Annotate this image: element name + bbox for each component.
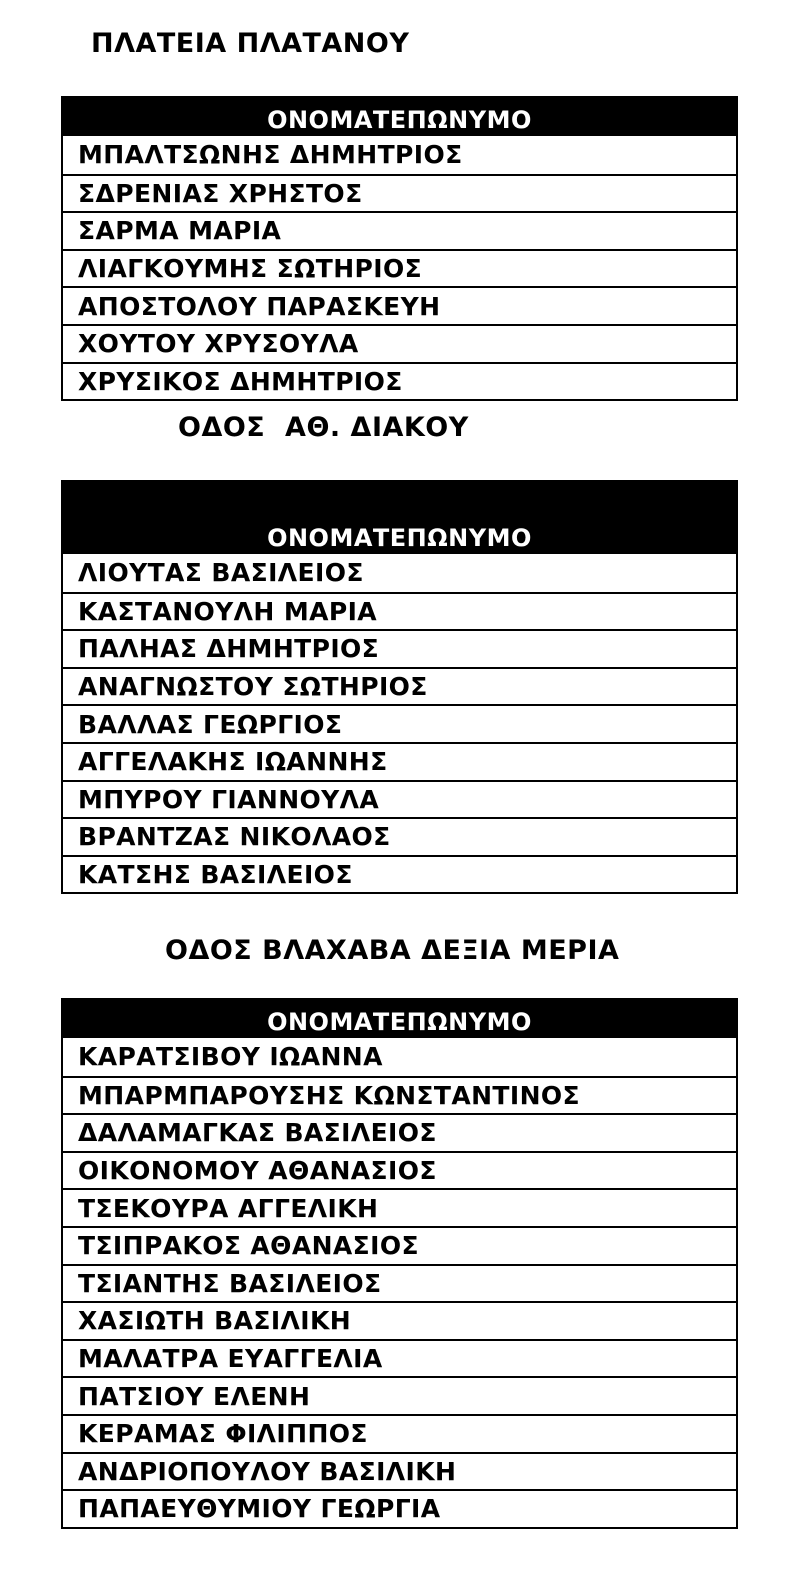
table-row: ΠΑΠΑΕΥΘΥΜΙΟΥ ΓΕΩΡΓΙΑ [63,1489,736,1527]
column-header: ΟΝΟΜΑΤΕΠΩΝΥΜΟ [63,482,736,554]
table-row: ΟΙΚΟΝΟΜΟΥ ΑΘΑΝΑΣΙΟΣ [63,1151,736,1189]
column-header: ΟΝΟΜΑΤΕΠΩΝΥΜΟ [63,1000,736,1038]
table-row: ΠΑΤΣΙΟΥ ΕΛΕΝΗ [63,1376,736,1414]
table-row: ΜΑΛΑΤΡΑ ΕΥΑΓΓΕΛΙΑ [63,1339,736,1377]
table-row: ΧΡΥΣΙΚΟΣ ΔΗΜΗΤΡΙΟΣ [63,362,736,400]
table-row: ΜΠΑΛΤΣΩΝΗΣ ΔΗΜΗΤΡΙΟΣ [78,140,463,170]
table-row: ΧΑΣΙΩΤΗ ΒΑΣΙΛΙΚΗ [63,1301,736,1339]
column-header: ΟΝΟΜΑΤΕΠΩΝΥΜΟ [63,98,736,136]
table-row: ΒΡΑΝΤΖΑΣ ΝΙΚΟΛΑΟΣ [63,817,736,855]
table-row: ΑΠΟΣΤΟΛΟΥ ΠΑΡΑΣΚΕΥΗ [63,286,736,324]
name-table-odos-ath-diakou [61,480,738,894]
table-row: ΤΣΕΚΟΥΡΑ ΑΓΓΕΛΙΚΗ [63,1188,736,1226]
table-row: ΑΝΑΓΝΩΣΤΟΥ ΣΩΤΗΡΙΟΣ [63,667,736,705]
name-table-plateia-platanou [61,96,738,401]
name-list [63,1038,736,1527]
table-row: ΣΔΡΕΝΙΑΣ ΧΡΗΣΤΟΣ [63,174,736,212]
table-row: ΒΑΛΛΑΣ ΓΕΩΡΓΙΟΣ [63,704,736,742]
section-title-odos-ath-diakou: ΟΔΟΣ ΑΘ. ΔΙΑΚΟΥ [178,412,469,443]
table-row: ΛΙΟΥΤΑΣ ΒΑΣΙΛΕΙΟΣ [78,558,364,588]
name-list [63,554,736,892]
table-row: ΛΙΑΓΚΟΥΜΗΣ ΣΩΤΗΡΙΟΣ [63,249,736,287]
table-row: ΑΝΔΡΙΟΠΟΥΛΟΥ ΒΑΣΙΛΙΚΗ [63,1452,736,1490]
table-row: ΚΑΡΑΤΣΙΒΟΥ ΙΩΑΝΝΑ [78,1042,383,1072]
section-title-plateia-platanou: ΠΛΑΤΕΙΑ ΠΛΑΤΑΝΟΥ [91,28,410,59]
table-row: ΜΠΥΡΟΥ ΓΙΑΝΝΟΥΛΑ [63,780,736,818]
name-table-odos-vlachava [61,998,738,1529]
name-list [63,136,736,399]
table-row: ΤΣΙΠΡΑΚΟΣ ΑΘΑΝΑΣΙΟΣ [63,1226,736,1264]
table-row: ΚΑΤΣΗΣ ΒΑΣΙΛΕΙΟΣ [63,855,736,893]
table-row: ΧΟΥΤΟΥ ΧΡΥΣΟΥΛΑ [63,324,736,362]
table-row: ΜΠΑΡΜΠΑΡΟΥΣΗΣ ΚΩΝΣΤΑΝΤΙΝΟΣ [63,1076,736,1114]
table-row: ΤΣΙΑΝΤΗΣ ΒΑΣΙΛΕΙΟΣ [63,1264,736,1302]
table-row: ΔΑΛΑΜΑΓΚΑΣ ΒΑΣΙΛΕΙΟΣ [63,1113,736,1151]
section-title-odos-vlachava: ΟΔΟΣ ΒΛΑΧΑΒΑ ΔΕΞΙΑ ΜΕΡΙΑ [165,935,620,966]
table-row: ΚΕΡΑΜΑΣ ΦΙΛΙΠΠΟΣ [63,1414,736,1452]
table-row: ΑΓΓΕΛΑΚΗΣ ΙΩΑΝΝΗΣ [63,742,736,780]
table-row: ΠΑΛΗΑΣ ΔΗΜΗΤΡΙΟΣ [63,629,736,667]
table-row: ΚΑΣΤΑΝΟΥΛΗ ΜΑΡΙΑ [63,592,736,630]
table-row: ΣΑΡΜΑ ΜΑΡΙΑ [63,211,736,249]
